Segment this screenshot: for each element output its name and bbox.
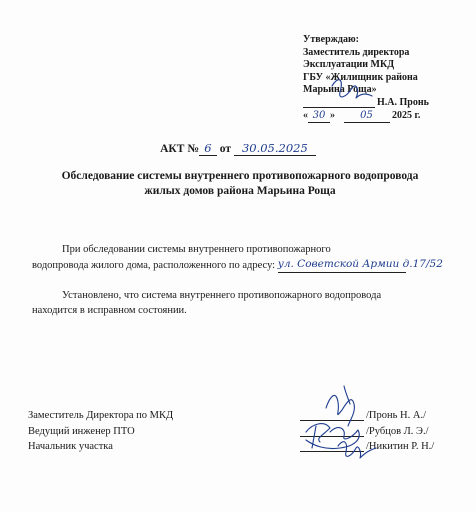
approval-date (303, 110, 471, 123)
approval-date-month: 05 (344, 110, 390, 124)
conclusion-paragraph (32, 288, 472, 318)
signatory-positions (28, 408, 173, 455)
paragraph-1-line-2 (32, 257, 472, 273)
approval-signature-line (303, 107, 375, 108)
approval-date-year: 2025 г. (392, 109, 421, 121)
signature-line (300, 451, 364, 452)
act-prefix: АКТ № (160, 143, 199, 155)
approval-line-1: Заместитель директора (303, 46, 410, 58)
subject-line-1: Обследование системы внутреннего противопожарного водопровода (61, 170, 419, 182)
paragraph-2-line-2: находится в исправном состоянии. (32, 305, 187, 316)
date-open-quote: « (303, 109, 308, 121)
paragraph-2-line-1: Установлено, что система внутреннего противопожарного водопровода (62, 290, 382, 301)
approval-block (303, 34, 471, 123)
position-lead-engineer: Ведущий инженер ПТО (28, 425, 135, 437)
paragraph-1-line-1: При обследовании системы внутреннего противопожарного (62, 244, 331, 255)
act-from: от (219, 143, 231, 155)
approval-line-4: Марьина Роща» (303, 84, 377, 95)
approval-date-day: 30 (308, 110, 330, 124)
signature-line (300, 420, 364, 421)
act-subject (20, 169, 460, 199)
act-number: 6 (199, 141, 217, 156)
signer-name-3: /Никитин Р. Н./ (366, 441, 435, 452)
paragraph-1-line-2-text: водопровода жилого дома, расположенного по адресу: (32, 260, 276, 271)
date-close-quote: » (330, 109, 335, 121)
signer-name-2: /Рубцов Л. Э./ (366, 425, 429, 437)
signature-line (300, 436, 364, 437)
approval-line-2: Эксплуатации МКД (303, 59, 395, 70)
approval-signature-row (303, 97, 471, 110)
approval-line-3: ГБУ «Жилищник района (303, 71, 418, 83)
inspection-paragraph (32, 242, 472, 273)
address-field: ул. Советской Армии д.17/52 (278, 257, 406, 273)
signer-name-1: /Пронь Н. А./ (366, 410, 426, 421)
position-site-chief: Начальник участка (28, 441, 113, 452)
act-title (0, 141, 476, 156)
position-deputy-director: Заместитель Директора по МКД (28, 410, 174, 421)
approval-heading: Утверждаю: (303, 34, 359, 45)
approval-signer: Н.А. Пронь (377, 96, 429, 108)
act-date: 30.05.2025 (234, 141, 316, 156)
subject-line-2: жилых домов района Марьина Роща (144, 185, 336, 197)
